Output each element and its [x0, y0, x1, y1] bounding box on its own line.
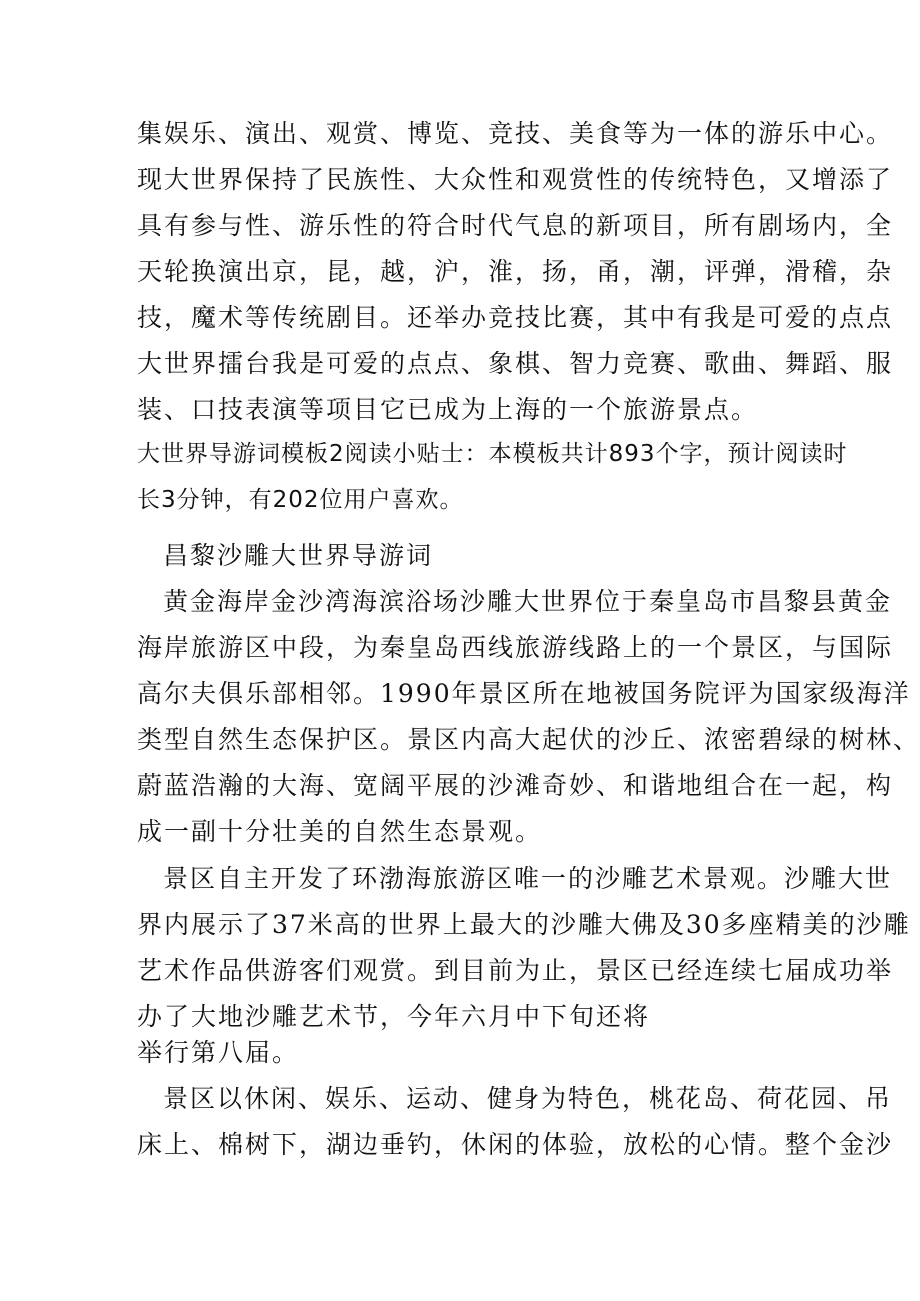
paragraph-line: 景区自主开发了环渤海旅游区唯一的沙雕艺术景观。沙雕大世 — [163, 864, 893, 893]
paragraph-line: 床上、棉树下，湖边垂钓，休闲的体验，放松的心情。整个金沙 — [137, 1130, 894, 1159]
paragraph-line: 举行第八届。 — [137, 1038, 300, 1067]
paragraph-line: 具有参与性、游乐性的符合时代气息的新项目，所有剧场内，全 — [137, 211, 894, 240]
paragraph-line: 蔚蓝浩瀚的大海、宽阔平展的沙滩奇妙、和谐地组合在一起，构 — [137, 771, 894, 800]
paragraph-line: 办了大地沙雕艺术节，今年六月中下旬还将 — [137, 1002, 651, 1031]
paragraph-line: 类型自然生态保护区。景区内高大起伏的沙丘、浓密碧绿的树林、 — [137, 725, 920, 754]
paragraph-line: 高尔夫俱乐部相邻。1990年景区所在地被国务院评为国家级海洋 — [137, 679, 911, 708]
paragraph-line: 天轮换演出京，昆，越，沪，淮，扬，甬，潮，评弹，滑稽，杂 — [137, 257, 894, 286]
paragraph-line: 景区以休闲、娱乐、运动、健身为特色，桃花岛、荷花园、吊 — [163, 1084, 893, 1113]
paragraph-line: 现大世界保持了民族性、大众性和观赏性的传统特色，又增添了 — [137, 165, 894, 194]
paragraph-line: 界内展示了37米高的世界上最大的沙雕大佛及30多座精美的沙雕 — [137, 910, 911, 939]
template-note-line: 长3分钟，有202位用户喜欢。 — [137, 487, 464, 513]
paragraph-line: 海岸旅游区中段，为秦皇岛西线旅游线路上的一个景区，与国际 — [137, 633, 894, 662]
paragraph-line: 成一副十分壮美的自然生态景观。 — [137, 817, 543, 846]
template-note-line: 大世界导游词模板2阅读小贴士：本模板共计893个字，预计阅读时 — [137, 441, 848, 467]
paragraph-line: 技，魔术等传统剧目。还举办竞技比赛，其中有我是可爱的点点 — [137, 303, 894, 332]
paragraph-line: 艺术作品供游客们观赏。到目前为止，景区已经连续七届成功举 — [137, 956, 894, 985]
paragraph-line: 装、口技表演等项目它已成为上海的一个旅游景点。 — [137, 395, 759, 424]
paragraph-line: 集娱乐、演出、观赏、博览、竞技、美食等为一体的游乐中心。 — [137, 119, 894, 148]
section-title: 昌黎沙雕大世界导游词 — [163, 541, 434, 570]
paragraph-line: 大世界擂台我是可爱的点点、象棋、智力竞赛、歌曲、舞蹈、服 — [137, 349, 894, 378]
paragraph-line: 黄金海岸金沙湾海滨浴场沙雕大世界位于秦皇岛市昌黎县黄金 — [163, 587, 893, 616]
